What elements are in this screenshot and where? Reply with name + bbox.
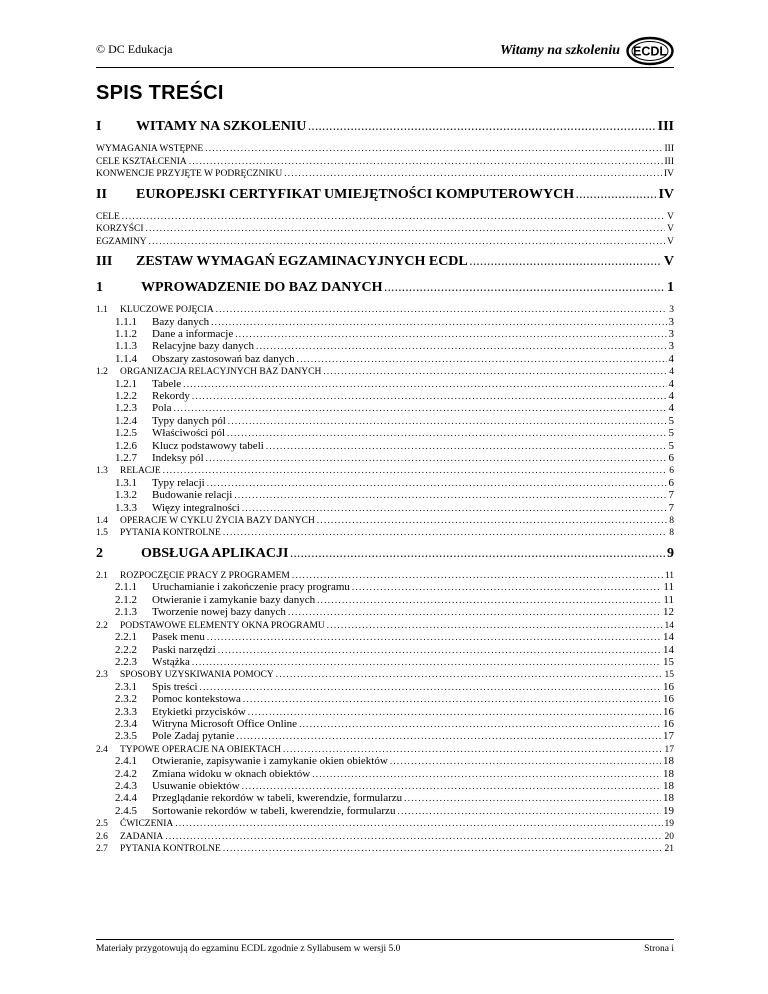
- toc-entry-title: Klucz podstawowy tabeli: [152, 439, 264, 452]
- dot-leader: [206, 452, 667, 464]
- dot-leader: [192, 656, 661, 668]
- dot-leader: [234, 489, 666, 501]
- toc-entry[interactable]: [96, 581, 674, 593]
- toc-entry-title: OBSŁUGA APLIKACJI: [141, 545, 289, 561]
- toc-entry-title: Właściwości pól: [152, 427, 226, 440]
- toc-entry-number: 2.4.3: [115, 780, 137, 793]
- toc-entry-title: ORGANIZACJA RELACYJNYCH BAZ DANYCH: [120, 367, 322, 378]
- dot-leader: [205, 142, 662, 155]
- toc-entry-number: 1.4: [96, 515, 108, 526]
- toc-entry-page: 19: [664, 819, 674, 830]
- toc-entry-number: 1.2.4: [115, 414, 137, 427]
- dot-leader: [248, 706, 661, 718]
- toc-entry-page: 16: [663, 717, 674, 730]
- toc-entry-number: 2.4.1: [115, 755, 137, 768]
- toc-entry-number: 2.4.5: [115, 804, 137, 817]
- toc-entry-title: Sortowanie rekordów w tabeli, kwerendzie, formularzu: [152, 804, 396, 817]
- toc-entry-title: PODSTAWOWE ELEMENTY OKNA PROGRAMU: [120, 620, 325, 631]
- header-rule: [96, 67, 674, 68]
- toc-entry-number: 1.2.5: [115, 427, 137, 440]
- toc-entry-number: 1.1: [96, 305, 108, 315]
- toc-entry-page: 21: [664, 844, 674, 855]
- toc-entry-title: Budowanie relacji: [152, 489, 233, 502]
- toc-entry-title: Usuwanie obiektów: [152, 780, 240, 793]
- toc-entry-title: Uruchamianie i zakończenie pracy programu: [152, 581, 350, 594]
- toc-entry-page: 11: [663, 593, 674, 606]
- dot-leader: [235, 328, 666, 340]
- dot-leader: [207, 631, 661, 643]
- toc-entry[interactable]: [96, 730, 674, 742]
- toc-entry-page: 6: [668, 476, 674, 489]
- toc-entry-number: 1.2.6: [115, 439, 137, 452]
- toc-entry-page: 19: [663, 804, 674, 817]
- toc-entry[interactable]: [96, 402, 674, 414]
- toc-entry-page: 4: [669, 367, 674, 378]
- toc-entry-title: Paski narzędzi: [152, 643, 216, 656]
- toc-entry-page: 16: [663, 680, 674, 693]
- toc-entry-number: 1.1.4: [115, 352, 137, 365]
- toc-entry-number: 2.1.2: [115, 593, 137, 606]
- page-header: [96, 36, 674, 68]
- toc-entry[interactable]: [96, 792, 674, 804]
- toc-entry-page: 7: [668, 501, 674, 514]
- toc-entry[interactable]: [96, 718, 674, 730]
- toc-entry-page: 9: [667, 545, 674, 561]
- dot-leader: [290, 543, 665, 565]
- toc-entry-title: ROZPOCZĘCIE PRACY Z PROGRAMEM: [120, 570, 290, 581]
- toc-entry[interactable]: [96, 842, 674, 855]
- toc-entry-title: WITAMY NA SZKOLENIU: [136, 119, 307, 134]
- toc-entry[interactable]: [96, 184, 674, 206]
- toc-entry-page: 3: [669, 305, 674, 315]
- toc-entry[interactable]: [96, 316, 674, 328]
- toc-entry-number: I: [96, 119, 102, 134]
- toc-entry-page: 7: [668, 489, 674, 502]
- dot-leader: [323, 365, 667, 378]
- toc-entry-page: V: [667, 224, 674, 234]
- toc-entry[interactable]: [96, 768, 674, 780]
- toc-entry[interactable]: [96, 631, 674, 643]
- toc-entry-title: ZESTAW WYMAGAŃ EGZAMINACYJNYCH ECDL: [136, 254, 468, 269]
- toc-entry-number: 2.4.4: [115, 792, 137, 805]
- toc-entry[interactable]: [96, 251, 674, 273]
- toc-entry-page: 5: [668, 439, 674, 452]
- toc-entry[interactable]: [96, 514, 674, 527]
- toc-entry-title: ZADANIA: [120, 831, 164, 842]
- dot-leader: [576, 184, 656, 206]
- toc-section-entries: [96, 210, 674, 248]
- toc-entry-page: 4: [668, 389, 674, 402]
- toc-entry-page: IV: [663, 169, 674, 179]
- toc-entry-page: 5: [668, 427, 674, 440]
- toc-entry[interactable]: [96, 116, 674, 138]
- toc-entry-title: WYMAGANIA WSTĘPNE: [96, 144, 204, 154]
- toc-entry[interactable]: [96, 805, 674, 817]
- dot-leader: [397, 805, 661, 817]
- toc-entry-page: 18: [663, 755, 674, 768]
- toc-entry-page: III: [657, 119, 674, 134]
- toc-entry[interactable]: [96, 644, 674, 656]
- dot-leader: [200, 681, 661, 693]
- toc-entry-title: EGZAMINY: [96, 236, 147, 247]
- dot-leader: [175, 817, 662, 830]
- toc-entry[interactable]: [96, 606, 674, 618]
- toc-entry-page: 8: [669, 515, 674, 526]
- toc-entry-page: 18: [663, 780, 674, 793]
- toc-entry-page: 16: [663, 693, 674, 706]
- dot-leader: [283, 743, 662, 756]
- toc-entry-number: 1.3.1: [115, 476, 137, 489]
- toc-entry-page: 11: [664, 570, 674, 581]
- toc-entry[interactable]: [96, 390, 674, 402]
- dot-leader: [223, 526, 667, 539]
- toc-entry-title: Otwieranie i zamykanie bazy danych: [152, 593, 316, 606]
- toc-entry-title: Indeksy pól: [152, 451, 204, 464]
- toc-entry-title: PYTANIA KONTROLNE: [120, 844, 221, 855]
- toc-entry[interactable]: [96, 755, 674, 767]
- dot-leader: [327, 619, 663, 632]
- toc-entry-page: V: [667, 236, 674, 247]
- toc-entry-title: OPERACJE W CYKLU ŻYCIA BAZY DANYCH: [120, 515, 315, 526]
- toc-entry-title: Rekordy: [152, 389, 190, 402]
- toc-entry-title: KLUCZOWE POJĘCIA: [120, 305, 214, 315]
- toc-entry-title: Typy relacji: [152, 476, 205, 489]
- toc-entry-title: ĆWICZENIA: [120, 819, 174, 830]
- toc-entry-title: Relacyjne bazy danych: [152, 340, 255, 353]
- toc-section-entries: [96, 303, 674, 539]
- toc-entry[interactable]: [96, 526, 674, 539]
- toc-entry-page: 11: [663, 581, 674, 594]
- toc-entry-page: 5: [668, 414, 674, 427]
- toc-entry-number: 2.3: [96, 670, 108, 681]
- toc-entry-page: 16: [663, 705, 674, 718]
- toc-entry[interactable]: [96, 706, 674, 718]
- dot-leader: [266, 440, 667, 452]
- toc-entry-number: 2.3.2: [115, 693, 137, 706]
- toc-entry-page: 15: [663, 655, 674, 668]
- toc-entry-title: Pola: [152, 402, 172, 415]
- dot-leader: [189, 155, 663, 168]
- page-number: Strona i: [644, 944, 674, 954]
- toc-entry-number: 2.4: [96, 744, 108, 755]
- dot-leader: [256, 340, 666, 352]
- toc-entry-page: 4: [668, 402, 674, 415]
- dot-leader: [228, 415, 667, 427]
- toc-entry-page: 17: [664, 744, 674, 755]
- toc-entry[interactable]: [96, 619, 674, 632]
- toc-entry-number: 2.2.2: [115, 643, 137, 656]
- toc-entry-title: SPOSOBY UZYSKIWANIA POMOCY: [120, 670, 274, 681]
- toc-entry[interactable]: [96, 303, 674, 316]
- table-of-contents: [96, 112, 674, 859]
- toc-entry-page: III: [664, 156, 674, 167]
- toc-entry-title: Więzy integralności: [152, 501, 240, 514]
- toc-entry[interactable]: [96, 142, 674, 155]
- toc-entry-title: Bazy danych: [152, 315, 210, 328]
- dot-leader: [207, 477, 667, 489]
- toc-entry-title: Wstążka: [152, 655, 190, 668]
- toc-entry-page: 4: [668, 377, 674, 390]
- dot-leader: [242, 780, 661, 792]
- toc-entry-page: 20: [664, 831, 674, 842]
- toc-entry-page: V: [667, 211, 674, 222]
- dot-leader: [216, 303, 668, 316]
- toc-entry[interactable]: [96, 681, 674, 693]
- toc-entry-title: KORZYŚCI: [96, 224, 144, 234]
- dot-leader: [122, 210, 665, 223]
- toc-entry-title: WPROWADZENIE DO BAZ DANYCH: [141, 280, 383, 295]
- toc-entry-title: Zmiana widoku w oknach obiektów: [152, 767, 311, 780]
- toc-entry[interactable]: [96, 477, 674, 489]
- toc-entry-title: Spis treści: [152, 680, 198, 693]
- toc-entry-page: III: [664, 144, 674, 154]
- dot-leader: [146, 222, 666, 235]
- dot-leader: [223, 842, 663, 855]
- toc-entry-title: CELE KSZTAŁCENIA: [96, 156, 187, 167]
- toc-entry-title: Pomoc kontekstowa: [152, 693, 241, 706]
- toc-entry[interactable]: [96, 668, 674, 681]
- toc-entry[interactable]: [96, 378, 674, 390]
- dot-leader: [192, 390, 667, 402]
- toc-entry-number: 1: [96, 280, 103, 295]
- footer-text: Materiały przygotowują do egzaminu ECDL zgodnie z Syllabusem w wersji 5.0: [96, 944, 401, 954]
- toc-entry-number: 2.2.3: [115, 655, 137, 668]
- toc-entry-title: Obszary zastosowań baz danych: [152, 352, 295, 365]
- toc-entry[interactable]: [96, 489, 674, 501]
- copyright-text: © DC Edukacja: [96, 42, 173, 56]
- toc-entry-page: 18: [663, 792, 674, 805]
- toc-entry-page: IV: [658, 186, 674, 202]
- toc-entry-page: 1: [667, 280, 674, 295]
- toc-entry-page: 17: [663, 730, 674, 743]
- toc-entry[interactable]: [96, 780, 674, 792]
- toc-entry-number: 1.2.3: [115, 402, 137, 415]
- dot-leader: [276, 668, 663, 681]
- toc-entry-title: Dane a informacje: [152, 327, 234, 340]
- toc-entry-title: Przeglądanie rekordów w tabeli, kwerendzie, formularzu: [152, 792, 403, 805]
- toc-entry[interactable]: [96, 167, 674, 180]
- toc-entry-number: 1.1.3: [115, 340, 137, 353]
- toc-entry-title: Otwieranie, zapisywanie i zamykanie okien obiektów: [152, 755, 388, 768]
- dot-leader: [183, 378, 666, 390]
- toc-entry-page: 4: [668, 352, 674, 365]
- toc-entry-title: RELACJE: [120, 466, 161, 477]
- toc-entry-page: 3: [668, 327, 674, 340]
- dot-leader: [288, 606, 661, 618]
- dot-leader: [163, 464, 668, 477]
- dot-leader: [284, 167, 662, 180]
- dot-leader: [385, 277, 665, 299]
- toc-entry-number: III: [96, 254, 113, 269]
- toc-entry-title: Tworzenie nowej bazy danych: [152, 606, 286, 619]
- toc-entry[interactable]: [96, 277, 674, 299]
- toc-entry-number: 2.7: [96, 844, 108, 855]
- toc-entry-page: 14: [663, 631, 674, 644]
- dot-leader: [165, 830, 662, 843]
- toc-entry[interactable]: [96, 594, 674, 606]
- toc-entry-number: 1.1.2: [115, 327, 137, 340]
- toc-entry-page: 6: [669, 466, 674, 477]
- footer-rule: [96, 939, 674, 940]
- toc-entry[interactable]: [96, 543, 674, 565]
- toc-entry-number: 1.2: [96, 367, 108, 378]
- toc-entry-page: 18: [663, 767, 674, 780]
- page-footer: [96, 944, 674, 954]
- dot-leader: [390, 755, 661, 767]
- toc-entry[interactable]: [96, 427, 674, 439]
- toc-entry-page: 15: [664, 670, 674, 681]
- toc-entry-number: 2.1.1: [115, 581, 137, 594]
- toc-entry-title: KONWENCJE PRZYJĘTE W PODRĘCZNIKU: [96, 169, 283, 179]
- toc-entry[interactable]: [96, 656, 674, 668]
- toc-entry-page: 14: [663, 643, 674, 656]
- toc-entry-number: 2.4.2: [115, 767, 137, 780]
- dot-leader: [308, 116, 655, 138]
- toc-entry[interactable]: [96, 693, 674, 705]
- toc-entry-number: 2.5: [96, 819, 108, 830]
- toc-entry-page: 8: [669, 528, 674, 539]
- dot-leader: [297, 353, 667, 365]
- toc-entry-title: PYTANIA KONTROLNE: [120, 528, 221, 539]
- toc-entry-title: Pole Zadaj pytanie: [152, 730, 235, 743]
- toc-entry[interactable]: [96, 743, 674, 756]
- dot-leader: [299, 718, 661, 730]
- dot-leader: [174, 402, 667, 414]
- toc-title: SPIS TREŚCI: [96, 82, 224, 104]
- toc-entry[interactable]: [96, 452, 674, 464]
- toc-entry-number: 2.1.3: [115, 606, 137, 619]
- toc-entry-number: II: [96, 186, 107, 202]
- toc-section-entries: [96, 569, 674, 855]
- toc-entry-number: 1.5: [96, 528, 108, 539]
- header-brand: [500, 36, 674, 66]
- toc-entry-number: 1.3: [96, 466, 108, 477]
- toc-entry-number: 2.3.4: [115, 717, 137, 730]
- toc-entry-number: 2: [96, 545, 103, 561]
- toc-entry[interactable]: [96, 830, 674, 843]
- toc-entry-title: EUROPEJSKI CERTYFIKAT UMIEJĘTNOŚCI KOMPUTEROWYCH: [136, 186, 575, 202]
- toc-entry-number: 1.1.1: [115, 315, 137, 328]
- toc-entry[interactable]: [96, 155, 674, 168]
- toc-entry-number: 2.3.5: [115, 730, 137, 743]
- toc-entry-title: Typy danych pól: [152, 414, 226, 427]
- dot-leader: [242, 502, 667, 514]
- toc-entry[interactable]: [96, 464, 674, 477]
- toc-entry-number: 2.3.1: [115, 680, 137, 693]
- toc-entry[interactable]: [96, 502, 674, 514]
- toc-entry[interactable]: [96, 340, 674, 352]
- toc-entry-number: 1.2.7: [115, 451, 137, 464]
- toc-entry-title: TYPOWE OPERACJE NA OBIEKTACH: [120, 744, 282, 755]
- toc-entry-page: 14: [664, 620, 674, 631]
- toc-entry-page: 3: [668, 340, 674, 353]
- dot-leader: [317, 514, 667, 527]
- toc-entry-number: 1.2.2: [115, 389, 137, 402]
- toc-entry-page: 6: [668, 451, 674, 464]
- toc-entry-page: 3: [668, 315, 674, 328]
- toc-entry[interactable]: [96, 365, 674, 378]
- dot-leader: [292, 569, 663, 582]
- toc-entry[interactable]: [96, 440, 674, 452]
- toc-entry-title: Witryna Microsoft Office Online: [152, 717, 298, 730]
- svg-text:ECDL: ECDL: [632, 44, 668, 59]
- toc-entry-page: 12: [663, 606, 674, 619]
- ecdl-logo: [626, 36, 674, 66]
- header-motto: Witamy na szkoleniu: [499, 43, 620, 58]
- toc-entry-number: 2.3.3: [115, 705, 137, 718]
- dot-leader: [243, 693, 661, 705]
- toc-entry-title: Etykietki przycisków: [152, 705, 246, 718]
- dot-leader: [317, 594, 661, 606]
- toc-entry[interactable]: [96, 210, 674, 223]
- dot-leader: [352, 581, 662, 593]
- dot-leader: [211, 316, 666, 328]
- dot-leader: [404, 792, 661, 804]
- toc-entry-number: 1.3.3: [115, 501, 137, 514]
- toc-entry-number: 2.2: [96, 620, 108, 631]
- toc-entry[interactable]: [96, 817, 674, 830]
- dot-leader: [149, 235, 665, 248]
- toc-entry[interactable]: [96, 222, 674, 235]
- toc-entry[interactable]: [96, 569, 674, 582]
- dot-leader: [470, 251, 662, 273]
- toc-entry[interactable]: [96, 235, 674, 248]
- toc-entry[interactable]: [96, 328, 674, 340]
- toc-entry[interactable]: [96, 415, 674, 427]
- toc-entry-number: 2.2.1: [115, 631, 137, 644]
- toc-entry[interactable]: [96, 353, 674, 365]
- dot-leader: [227, 427, 666, 439]
- toc-entry-number: 1.3.2: [115, 489, 137, 502]
- toc-entry-number: 2.6: [96, 831, 108, 842]
- toc-entry-number: 1.2.1: [115, 377, 137, 390]
- toc-entry-title: Tabele: [152, 377, 182, 390]
- dot-leader: [218, 644, 661, 656]
- toc-entry-title: CELE: [96, 211, 120, 222]
- toc-entry-page: V: [663, 254, 674, 269]
- toc-section-entries: [96, 142, 674, 180]
- dot-leader: [312, 768, 661, 780]
- toc-entry-title: Pasek menu: [152, 631, 205, 644]
- dot-leader: [236, 730, 661, 742]
- toc-entry-number: 2.1: [96, 570, 108, 581]
